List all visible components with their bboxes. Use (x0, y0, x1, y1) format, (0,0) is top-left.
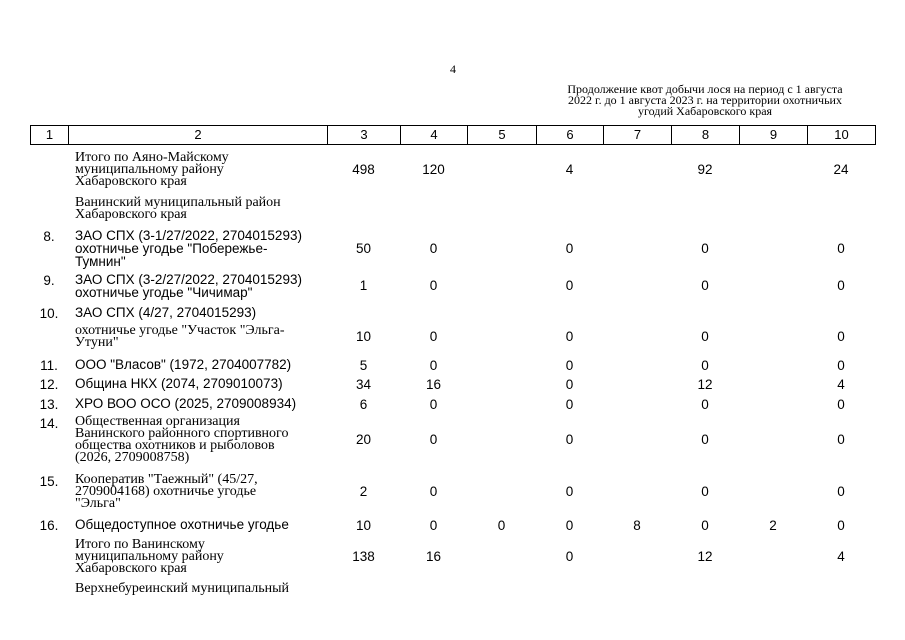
quota-value-c3: 50 (355, 240, 372, 256)
organization-name (75, 539, 337, 575)
quota-value-c6: 0 (565, 549, 574, 564)
header-cell: 5 (468, 126, 537, 145)
organization-name-line: "Эльга" (75, 496, 121, 511)
organization-name-line: Ванинского районного спортивного (75, 426, 289, 441)
row-number: 8. (43, 229, 55, 244)
row-number: 16. (39, 518, 59, 533)
header-cell: 10 (808, 126, 876, 145)
quota-value-c4: 16 (425, 549, 442, 564)
quota-value-c4: 0 (429, 397, 438, 412)
quota-value-c10: 0 (837, 518, 845, 533)
row-number: 11. (40, 358, 58, 373)
quota-value-c4: 0 (429, 358, 438, 373)
continuation-line: угодий Хабаровского края (637, 104, 773, 118)
organization-name-line: Ванинский муниципальный район (75, 195, 281, 210)
quota-value-c8: 0 (701, 240, 709, 256)
quota-value-c6: 0 (565, 484, 574, 499)
quota-value-c6: 0 (565, 518, 574, 533)
quota-value-c3: 5 (359, 358, 368, 373)
row-number: 15. (39, 474, 59, 489)
organization-name-line: Хабаровского края (75, 174, 187, 189)
quota-value-c6: 0 (565, 358, 574, 373)
header-cell: 1 (31, 126, 69, 145)
organization-name-line: Итого по Аяно-Майскому (75, 150, 229, 165)
organization-name (75, 325, 337, 349)
header-cell: 8 (672, 126, 740, 145)
organization-name (75, 306, 337, 319)
quota-value-c3: 498 (352, 162, 375, 177)
row-number: 13. (39, 397, 59, 412)
quota-value-c4: 0 (429, 484, 438, 499)
quota-value-c6: 0 (565, 432, 574, 447)
quota-value-c8: 0 (701, 397, 709, 412)
organization-name-line: охотничье угодье "Побережье- (75, 241, 268, 256)
organization-name (75, 229, 337, 268)
organization-name (75, 474, 337, 510)
organization-name (75, 397, 337, 410)
quota-value-c4: 0 (429, 329, 438, 344)
organization-name-line: Тумнин" (75, 254, 126, 269)
organization-name-line: ЗАО СПХ (3-2/27/2022, 2704015293) (75, 272, 302, 287)
quota-value-c4: 0 (429, 518, 438, 533)
organization-name-line: охотничье угодье "Участок "Эльга- (75, 323, 285, 338)
organization-name (75, 583, 337, 595)
header-cell: 3 (328, 126, 401, 145)
quota-value-c6: 0 (565, 397, 574, 412)
quota-value-c10: 4 (837, 377, 845, 392)
quota-value-c10: 0 (837, 484, 845, 499)
organization-name-line: муниципальному району (75, 162, 224, 177)
quota-value-c3: 138 (352, 549, 375, 564)
quota-value-c4: 0 (429, 240, 438, 256)
quota-value-c8: 0 (701, 278, 709, 293)
organization-name-line: Общедоступное охотничье угодье (75, 517, 289, 532)
quota-value-c3: 34 (355, 377, 372, 392)
quota-value-c3: 6 (359, 397, 368, 412)
organization-name (75, 152, 337, 188)
quota-value-c6: 4 (565, 162, 574, 177)
header-cell: 7 (604, 126, 672, 145)
quota-value-c10: 24 (833, 162, 849, 177)
quota-value-c8: 12 (697, 549, 713, 564)
continuation-line: Продолжение квот добычи лося на период с 1 августа (567, 82, 843, 96)
row-number: 14. (39, 416, 59, 431)
quota-value-c4: 0 (429, 278, 438, 293)
row-number: 12. (39, 377, 59, 392)
quota-value-c6: 0 (565, 278, 574, 293)
organization-name-line: общества охотников и рыболовов (75, 438, 275, 453)
organization-name-line: Община НКХ (2074, 2709010073) (75, 376, 283, 391)
organization-name-line: охотничье угодье "Чичимар" (75, 285, 253, 300)
quota-value-c8: 0 (701, 518, 709, 533)
quota-value-c8: 0 (701, 329, 709, 344)
header-cell: 2 (69, 126, 328, 145)
organization-name (75, 197, 337, 221)
quota-value-c10: 0 (837, 278, 845, 293)
organization-name-line: Кооператив "Таежный" (45/27, (75, 472, 258, 487)
organization-name (75, 416, 337, 464)
quota-value-c8: 0 (701, 432, 709, 447)
row-number: 10. (39, 306, 59, 321)
organization-name (75, 273, 337, 299)
quota-value-c10: 0 (837, 240, 845, 256)
quota-value-c8: 92 (697, 162, 713, 177)
quota-value-c9: 2 (769, 518, 777, 533)
organization-name-line: Итого по Ванинскому (75, 537, 205, 552)
quota-value-c4: 120 (422, 162, 445, 177)
organization-name (75, 518, 337, 531)
organization-name-line: муниципальному району (75, 549, 224, 564)
quota-value-c7: 8 (633, 518, 641, 533)
quota-value-c3: 10 (355, 518, 372, 533)
quota-value-c3: 1 (359, 278, 368, 293)
continuation-line: 2022 г. до 1 августа 2023 г. на территории охотничьих (568, 93, 842, 107)
organization-name-line: Утуни" (75, 335, 119, 350)
organization-name-line: ЗАО СПХ (3-1/27/2022, 2704015293) (75, 228, 302, 243)
row-number: 9. (43, 273, 55, 288)
header-cell: 4 (401, 126, 468, 145)
quota-value-c10: 4 (837, 549, 845, 564)
quota-value-c8: 12 (697, 377, 713, 392)
page-number: 4 (450, 62, 456, 76)
quota-value-c6: 0 (565, 329, 574, 344)
quota-value-c10: 0 (837, 432, 845, 447)
organization-name-line: ЗАО СПХ (4/27, 2704015293) (75, 305, 257, 320)
organization-name-line: Верхнебуреинский муниципальный (75, 581, 289, 596)
organization-name (75, 358, 337, 371)
quota-value-c4: 0 (429, 432, 438, 447)
quota-value-c10: 0 (837, 329, 845, 344)
quota-value-c6: 0 (565, 377, 574, 392)
quota-value-c10: 0 (837, 358, 845, 373)
organization-name-line: Хабаровского края (75, 207, 187, 222)
quota-value-c3: 20 (355, 432, 372, 447)
organization-name-line: ХРО ВОО ОСО (2025, 2709008934) (75, 396, 297, 411)
quota-value-c8: 0 (701, 358, 709, 373)
quota-value-c4: 16 (425, 377, 442, 392)
organization-name-line: Общественная организация (75, 414, 240, 429)
quota-value-c8: 0 (701, 484, 709, 499)
header-cell: 9 (740, 126, 808, 145)
organization-name-line: (2026, 2709008758) (75, 450, 190, 465)
quota-value-c3: 2 (359, 484, 368, 499)
organization-name (75, 377, 337, 390)
quota-value-c3: 10 (355, 329, 372, 344)
header-cell: 6 (537, 126, 604, 145)
quota-value-c10: 0 (837, 397, 845, 412)
quota-value-c6: 0 (565, 240, 574, 256)
organization-name-line: 2709004168) охотничье угодье (75, 484, 257, 499)
quota-value-c5: 0 (497, 518, 506, 533)
organization-name-line: ООО "Власов" (1972, 2704007782) (75, 357, 292, 372)
organization-name-line: Хабаровского края (75, 561, 187, 576)
